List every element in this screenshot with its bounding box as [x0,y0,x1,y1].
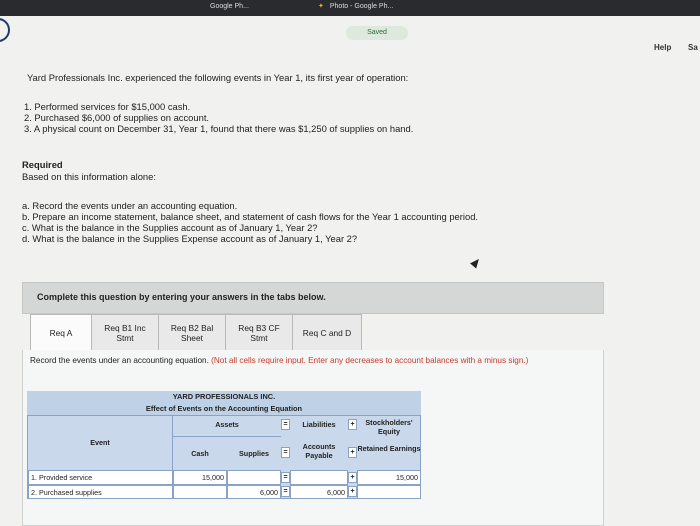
equation-grid [27,415,421,499]
tab-label: Req B1 Inc [104,323,146,333]
google-photos-icon: ✦ [318,3,324,10]
supplies-input[interactable] [227,470,281,485]
equity-header: Stockholders' Equity [365,418,413,436]
instructions-text: Complete this question by entering your answers in the tabs below. [37,292,326,302]
tab-req-b1[interactable] [91,314,158,352]
supplies-input[interactable]: 6,000 [227,485,281,499]
browser-tab-2[interactable] [318,0,393,16]
browser-tab-1[interactable]: Google Ph... [210,3,249,10]
tab-req-cd[interactable] [292,314,362,352]
browser-tab-2-title: Photo - Google Ph... [329,3,394,10]
cash-input[interactable]: 15,000 [173,470,227,485]
tab-label-2: Stmt [116,333,134,343]
required-heading: Required [22,159,63,170]
supplies-header: Supplies [227,436,281,470]
table-row-event [28,485,173,499]
required-subheading: Based on this information alone: [22,171,156,182]
cash-header: Cash [173,436,227,470]
plus-sign: + [348,486,357,497]
table-subtitle: Effect of Events on the Accounting Equation [27,403,421,415]
accounts-payable-input[interactable]: 6,000 [290,485,348,499]
tab-label-2: Stmt [250,333,268,343]
retained-earnings-input[interactable] [357,485,421,499]
panel-instructions [30,356,590,366]
equals-sign: = [281,472,290,483]
event-item-1: 1. Performed services for $15,000 cash. [24,101,191,112]
mouse-cursor-icon [470,256,482,268]
cash-input[interactable] [173,485,227,499]
tab-label: Req B2 Bal [170,323,214,333]
question-b: b. Prepare an income statement, balance sheet, and statement of cash flows for the Year 1 accounting period. [22,211,479,222]
browser-tab-bar [0,0,700,16]
instructions-bar [22,282,604,314]
accounts-payable-input[interactable] [290,470,348,485]
tab-req-b3[interactable] [225,314,292,352]
back-arrow-icon[interactable] [0,18,10,42]
row-num: 1. [31,473,37,482]
tab-label: Req A [49,328,73,338]
accounting-equation-table [27,391,421,499]
question-d: d. What is the balance in the Supplies Expense account as of January 1, Year 2? [22,233,358,244]
row-event-label: Purchased supplies [39,488,102,497]
row-num: 2. [31,488,37,497]
event-item-3: 3. A physical count on December 31, Year 1, found that there was $1,250 of supplies on hand. [24,123,414,134]
liabilities-header: Liabilities [302,420,336,429]
accounts-payable-header: Accounts Payable [302,442,336,460]
problem-intro: Yard Professionals Inc. experienced the following events in Year 1, its first year of operation: [27,72,409,83]
question-a: a. Record the events under an accounting equation. [22,200,238,211]
question-c: c. What is the balance in the Supplies account as of January 1, Year 2? [22,222,318,233]
assets-header: Assets [215,420,239,429]
table-row-event [28,470,173,485]
help-link[interactable]: Help [654,43,672,52]
save-link[interactable]: Sa [688,43,698,52]
panel-instruction-main: Record the events under an accounting equation. [30,356,209,365]
plus-sign: + [348,472,357,483]
table-company-title: YARD PROFESSIONALS INC. [27,391,421,403]
tab-req-b2[interactable] [158,314,225,352]
tab-label: Req B3 CF [238,323,280,333]
tab-label-2: Sheet [181,333,203,343]
panel-instruction-note: (Not all cells require input. Enter any decreases to account balances with a minus sign.) [211,356,529,365]
tab-label: Req C and D [302,328,352,338]
saved-status-badge: Saved [346,26,408,40]
row-event-label: Provided service [39,473,93,482]
plus-sign: + [348,447,357,458]
requirement-tabs [30,314,362,350]
event-column-header: Event [28,416,173,470]
equals-sign: = [281,447,290,458]
tab-req-a[interactable] [30,314,91,352]
event-item-2: 2. Purchased $6,000 of supplies on account. [24,112,210,123]
plus-sign: + [348,419,357,430]
retained-earnings-header: Retained Earnings [357,444,421,453]
retained-earnings-input[interactable]: 15,000 [357,470,421,485]
equals-sign: = [281,419,290,430]
equals-sign: = [281,486,290,497]
